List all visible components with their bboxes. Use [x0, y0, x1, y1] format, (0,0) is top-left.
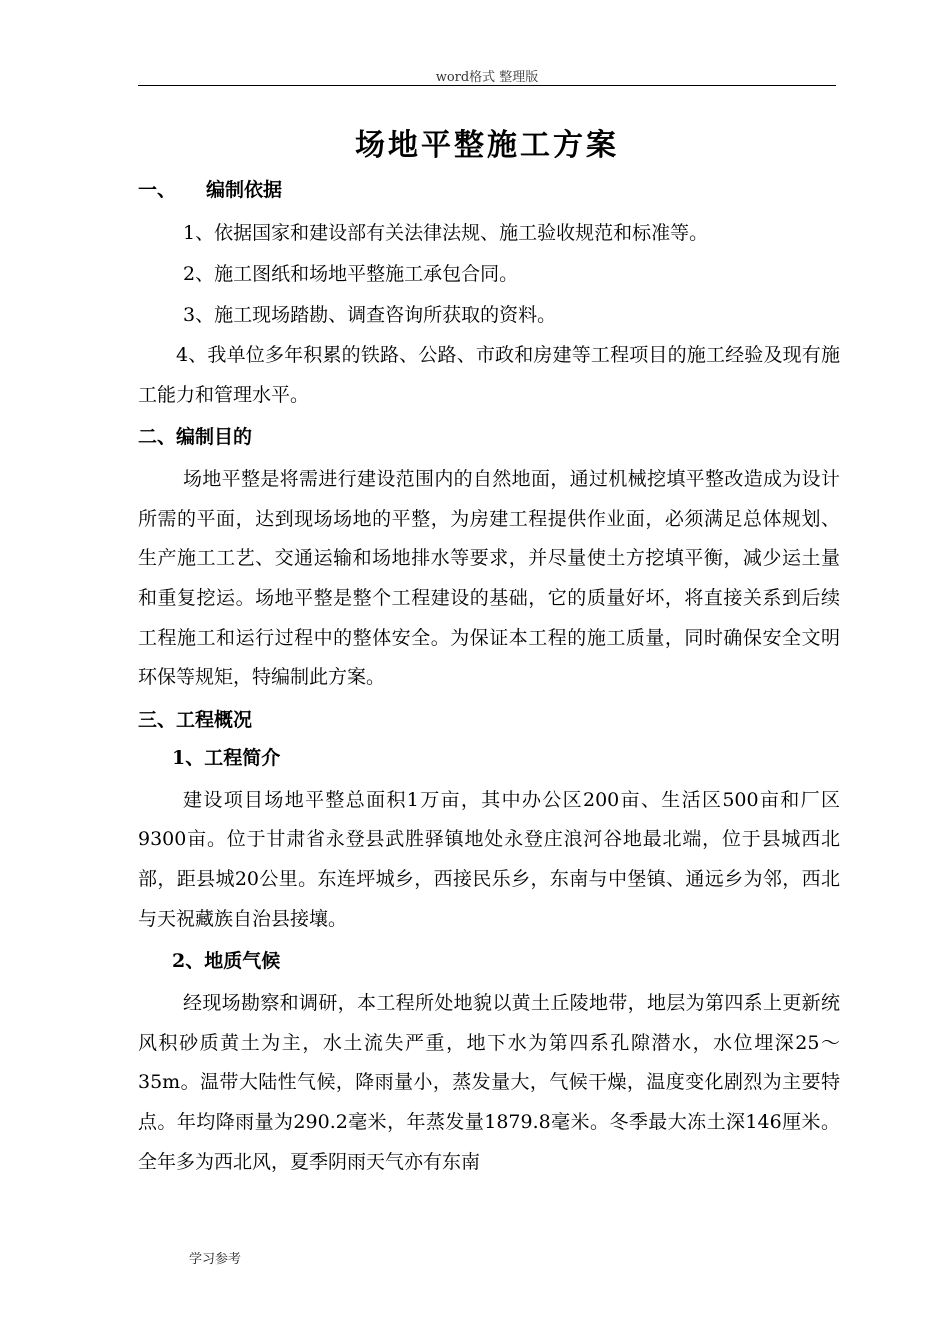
page-footer: 学习参考 [189, 1252, 242, 1267]
section-1-number: 一、 [138, 179, 177, 201]
section-1-item-1: 1、依据国家和建设部有关法律法规、施工验收规范和标准等。 [183, 222, 709, 244]
section-1-item-3: 3、施工现场踏勘、调查咨询所获取的资料。 [183, 304, 557, 326]
section-1-item-2: 2、施工图纸和场地平整施工承包合同。 [183, 263, 519, 285]
section-1-title: 编制依据 [206, 179, 283, 201]
section-3-2-paragraph: 经现场勘察和调研，本工程所处地貌以黄土丘陵地带，地层为第四系上更新统风积砂质黄土为主，水土流失严重，地下水为第四系孔隙潜水，水位埋深25～35m。温带大陆性气候，降雨量小，蒸发量大，气候干燥，温度变化剧烈为主要特点。年均降雨量为290.2毫米，年蒸发量1879.8毫米。冬季最大冻土深146厘米。全年多为西北风，夏季阴雨天气亦有东南 [138, 992, 840, 1173]
section-2-heading: 二、编制目的 [138, 426, 253, 449]
header-divider [138, 85, 836, 86]
page-header: word格式 整理版 [435, 70, 539, 85]
section-3-1-heading: 1、工程简介 [172, 746, 281, 769]
section-3-1-paragraph: 建设项目场地平整总面积1万亩，其中办公区200亩、生活区500亩和厂区9300亩。位于甘肃省永登县武胜驿镇地处永登庄浪河谷地最北端，位于县城西北部，距县城20公里。东连坪城乡，西接民乐乡，东南与中堡镇、通远乡为邻，西北与天祝藏族自治县接壤。 [138, 788, 840, 930]
document-body [138, 168, 840, 1182]
document-title: 场地平整施工方案 [355, 128, 619, 163]
section-1-heading [138, 175, 840, 205]
section-3-heading: 三、工程概况 [138, 708, 253, 731]
section-1-item-4: 4、我单位多年积累的铁路、公路、市政和房建等工程项目的施工经验及现有施工能力和管理水平。 [138, 344, 840, 406]
section-2-paragraph: 场地平整是将需进行建设范围内的自然地面，通过机械挖填平整改造成为设计所需的平面，达到现场场地的平整，为房建工程提供作业面，必须满足总体规划、生产施工工艺、交通运输和场地排水等要求，并尽量使土方挖填平衡，减少运土量和重复挖运。场地平整是整个工程建设的基础，它的质量好坏，将直接关系到后续工程施工和运行过程中的整体安全。为保证本工程的施工质量，同时确保安全文明环保等规矩，特编制此方案。 [138, 468, 840, 689]
section-3-2-heading: 2、地质气候 [172, 950, 281, 973]
